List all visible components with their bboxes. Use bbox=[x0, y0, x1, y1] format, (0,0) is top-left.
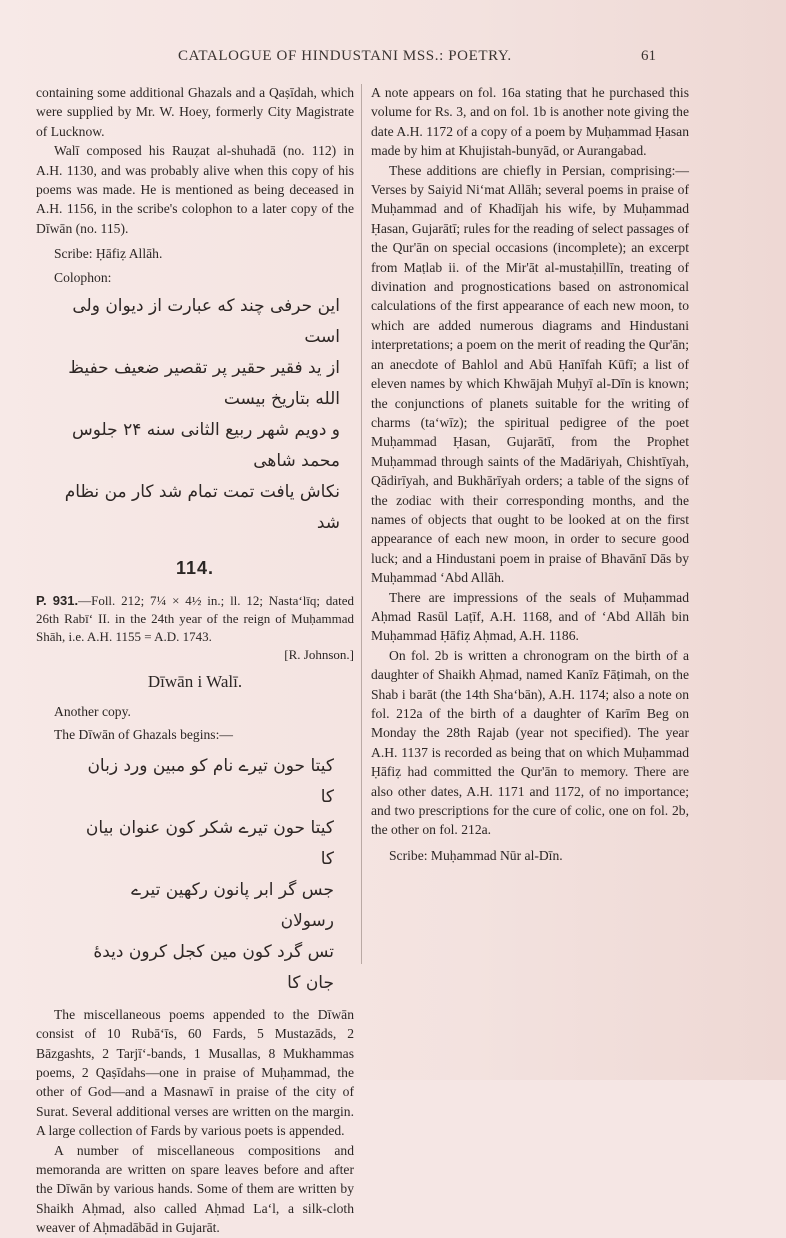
scribe-line-right: Scribe: Muḥammad Nūr al-Dīn. bbox=[389, 847, 563, 863]
begins-label: The Dīwān of Ghazals begins:— bbox=[54, 727, 233, 743]
colophon-line: نکاش یافت تمت تمام شد کار من نظام شد bbox=[64, 482, 340, 534]
donor-line: [R. Johnson.] bbox=[284, 647, 354, 663]
work-title: Dīwān i Walī. bbox=[147, 672, 243, 692]
colophon-text bbox=[56, 291, 340, 539]
continued-paragraph: containing some additional Ghazals and a Qaṣīdah, which were supplied by Mr. W. Hoey, formerly City Magistrate of Lucknow. bbox=[36, 85, 354, 139]
running-header bbox=[0, 48, 786, 70]
verse-line: تس گرد کون مین کجل کرون دیدهٔ جان کا bbox=[93, 941, 334, 993]
miscellaneous-paragraph: The miscellaneous poems appended to the Dīwān consist of 10 Rubāʻīs, 60 Fards, 5 Mustazāds, 2 Bāzgashts, 2 Tarjīʻ-bands, 1 Musallas, 8 Mukhammas poems, 2 Qaṣīdahs—one in praise of Muḥammad, the other of God—and a Masnawī in praise of the city of Surat. Several additional verses are written on the margin. A large collection of Fards by various poets is appended. bbox=[36, 1006, 354, 1139]
colophon-line: و دویم شهر ربیع الثانی سنه ۲۴ جلوس محمد شاهی bbox=[72, 420, 340, 472]
opening-verses bbox=[76, 751, 334, 999]
verse-line: کیتا حون تیرے شکر کون عنوان بیان کا bbox=[85, 817, 334, 869]
scribe-line: Scribe: Ḥāfiẓ Allāh. bbox=[54, 246, 163, 262]
colophon-line: از ید فقیر حقیر پر تقصیر ضعیف حفیظ الله بتاریخ بیست bbox=[68, 358, 340, 410]
column-divider bbox=[361, 84, 362, 964]
purchase-note-paragraph: A note appears on fol. 16a stating that he purchased this volume for Rs. 3, and on fol. 1b is another note giving the date A.H. 1172 of a copy of a poem by Muḥammad Ḥasan made by him at Khujistah-bunyād, or Aurangabad. bbox=[371, 85, 689, 159]
verse-line: جس گر ابر پانون رکهین تیرے رسولان bbox=[131, 879, 334, 931]
colophon-line: این حرفی چند که عبارت از دیوان ولی است bbox=[72, 296, 340, 348]
left-column bbox=[36, 83, 354, 1238]
entry-description bbox=[36, 592, 354, 646]
wali-paragraph: Walī composed his Rauẓat al-shuhadā (no. 112) in A.H. 1130, and was probably alive when this copy of his poems was made. He is mentioned as being deceased in A.H. 1156, in the scribe's colophon to a later copy of the Dīwān (no. 115). bbox=[36, 143, 354, 236]
another-copy: Another copy. bbox=[54, 703, 131, 719]
running-title: CATALOGUE OF HINDUSTANI MSS.: POETRY. bbox=[178, 48, 512, 64]
verse-line: کیتا حون تیرے نام کو مبین ورد زبان کا bbox=[87, 755, 334, 807]
right-column bbox=[371, 83, 689, 865]
page-number: 61 bbox=[641, 48, 656, 64]
seals-paragraph: There are impressions of the seals of Muḥammad Aḥmad Rasūl Laṭīf, A.H. 1168, and of ʻAbd Allāh bin Muḥammad Ḥāfiẓ Aḥmad, A.H. 1186. bbox=[371, 589, 689, 644]
memoranda-paragraph: A number of miscellaneous compositions and memoranda are written on spare leaves before and after the Dīwān by various hands. Some of them are written by Shaikh Aḥmad, also called Aḥmad Laʻl, a silk-cloth weaver of Aḥmadābād in Gujarāt. bbox=[36, 1142, 354, 1236]
chronogram-paragraph: On fol. 2b is written a chronogram on the birth of a daughter of Shaikh Aḥmad, named Kanīz Fāṭimah, on the Shab i barāt (the 14th Shaʻbān), A.H. 1174; also a note on fol. 212a of the birth of a daughter of Karīm Beg on Monday the 28th Rajab (year not specified). The year A.H. 1137 is recorded as being that on which Muḥammad Ḥāfiẓ had committed the Qur'ān to memory. There are also other dates, A.H. 1171 and 1172, of no importance; and two prescriptions for the cure of colic, one on fol. 2b, the other on fol. 212a. bbox=[371, 647, 689, 838]
entry-number: 114. bbox=[175, 558, 215, 579]
additions-paragraph: These additions are chiefly in Persian, comprising:—Verses by Saiyid Niʻmat Allāh; several poems in praise of Muḥammad and of Khadījah his wife, by Muḥammad Ḥasan, Gujarātī; rules for the reading of select passages of the Qur'ān on special occasions (incomplete); an excerpt from Maṭlab ii. of the Mir'āt al-mustaḥillīn, treating of divination and prognostications based on astronomical calculations of the first appearance of each new moon, to which are added numerous diagrams and Hindustani interpretations; a poem on the merit of reading the Qur'ān; an anecdote of Bahlol and Abū Ḥanīfah Kūfī; a list of eleven names by which Khwājah Muḥyī al-Dīn is known; the conjunctions of planets suitable for the writing of charms (taʻwīz); the spiritual pedigree of the poet Muḥammad Ḥasan, Gujarātī, from the Prophet Muḥammad through saints of the Madāriyah, Chishtīyah, Qādirīyah, and Bukhārīyah orders; a table of the signs of the zodiac with their corresponding months, and the names of objects that ought to be looked at on the first appearance of each new moon, in order to secure good luck; and a Hindustani poem in praise of Bhavānī Dās by Muḥammad ʻAbd Allāh. bbox=[371, 162, 689, 586]
entry-ref: P. 931. bbox=[36, 593, 79, 609]
colophon-label: Colophon: bbox=[54, 269, 112, 285]
entry-details: —Foll. 212; 7¼ × 4½ in.; ll. 12; Nastaʻlīq; dated 26th Rabīʻ II. in the 24th year of the reign of Muḥammad Shāh, i.e. A.H. 1155 = A.D. 1743. bbox=[36, 593, 354, 645]
